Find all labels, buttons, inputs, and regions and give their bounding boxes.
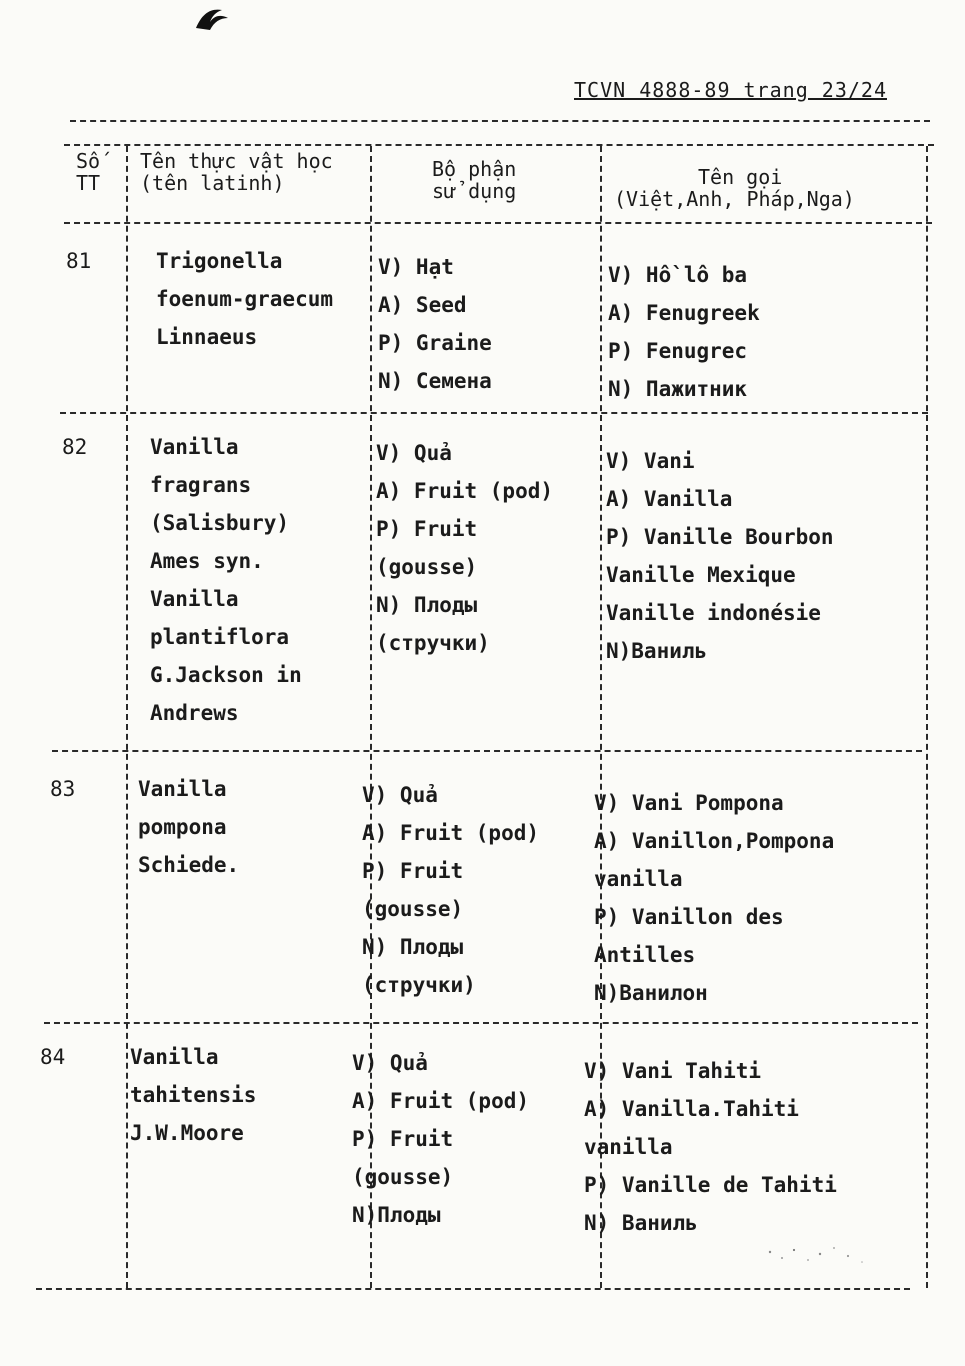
table-top-border (64, 144, 934, 146)
header-separator (64, 222, 932, 224)
latin-name: Vanilla pompona Schiede. (138, 777, 240, 877)
latin-name: Vanilla fragrans (Salisbury) Ames syn. Vanilla plantiflora G.Jackson in Andrews (150, 435, 302, 725)
row-separator (60, 412, 928, 414)
latin-name: Trigonella foenum-graecum Linnaeus (156, 249, 334, 349)
column-divider (926, 146, 928, 1288)
row-separator (44, 1022, 918, 1024)
column-header-common-names: Tên gọi (Việt,Anh, Pháp,Nga) (614, 165, 855, 211)
part-used: V) Quả A) Fruit (pod) P) Fruit (gousse) N) Плоды (стручки) (376, 441, 554, 655)
part-used: V) Quả A) Fruit (pod) P) Fruit (gousse) N)Плоды (352, 1051, 530, 1227)
column-header-latin-name: Tên thực vật học (tên latinh) (140, 149, 333, 195)
column-header-part-used: Bộ phận sử dụng (432, 157, 517, 203)
row-number: 81 (66, 249, 92, 273)
row-number: 82 (62, 435, 88, 459)
table-bottom-border (36, 1288, 910, 1290)
common-names: V) Vani Pompona A) Vanillon,Pompona vanilla P) Vanillon des Antilles N)Ванилон (594, 791, 835, 1005)
row-number: 84 (40, 1045, 66, 1069)
row-separator (52, 750, 922, 752)
part-used: V) Hạt A) Seed P) Graine N) Семена (378, 255, 492, 393)
latin-name: Vanilla tahitensis J.W.Moore (130, 1045, 257, 1145)
common-names: V) Vani A) Vanilla P) Vanille Bourbon Vanille Mexique Vanille indonésie N)Ваниль (606, 449, 834, 663)
top-rule (70, 120, 930, 122)
scan-speckle (760, 1240, 880, 1270)
document-reference: TCVN 4888-89 trang 23/24 (574, 78, 887, 102)
row-number: 83 (50, 777, 76, 801)
column-divider (126, 146, 128, 1288)
part-used: V) Quả A) Fruit (pod) P) Fruit (gousse) N) Плоды (стручки) (362, 783, 540, 997)
common-names: V) Vani Tahiti A) Vanilla.Tahiti vanilla P) Vanille de Tahiti N) Ваниль (584, 1059, 837, 1235)
scan-mark-icon (192, 4, 232, 34)
column-header-no: Số TT (76, 149, 101, 195)
common-names: V) Hồ lô ba A) Fenugreek P) Fenugrec N) Пажитник (608, 263, 760, 401)
